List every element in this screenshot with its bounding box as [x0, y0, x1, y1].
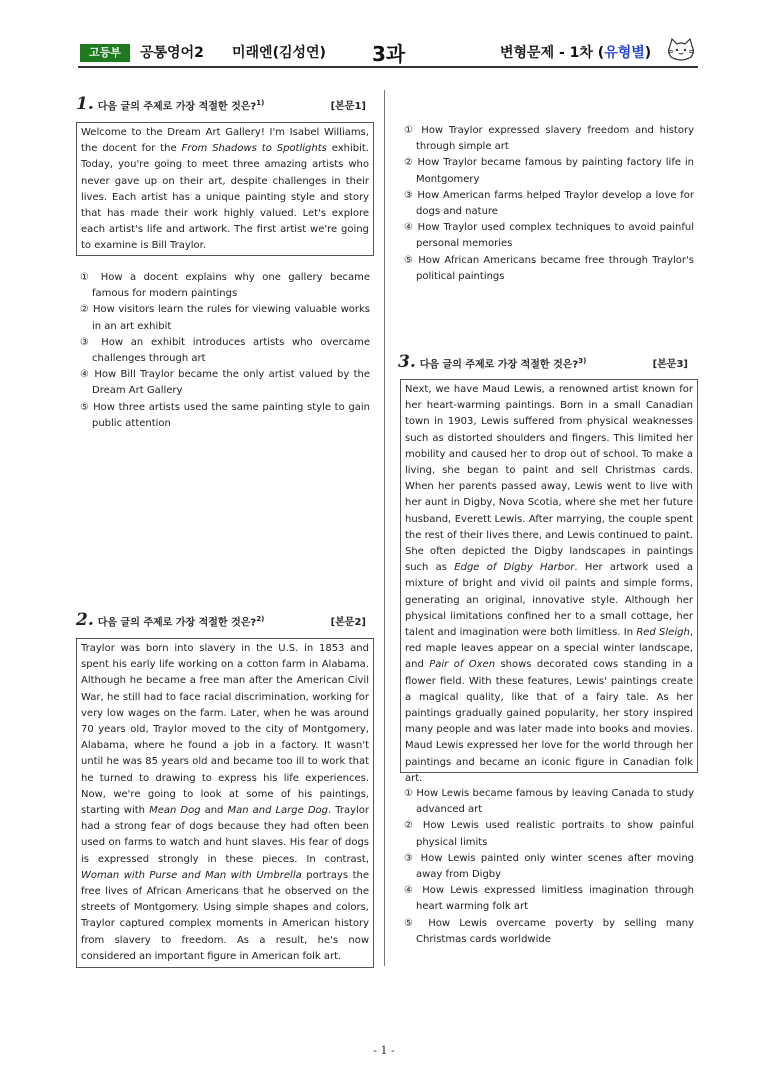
question-3-options — [404, 786, 694, 948]
passage-text: Traylor was born into slavery in the U.S. in 1853 and spent his early life working on a cotton farm in Alabama. Although he became a free man after the American Civil War, he still had to face racial discrimination, working for very low wages on the farm. Later, when he was around 70 years old, Traylor moved to the city of Montgomery, Alabama, where he found a job in a factory. It wasn't until he was 85 years old and became too ill to work that he turned to drawing to express his life experiences. Now, we're going to look at some of his paintings, starting with Mean Dog and Man and Large Dog. Traylor had a strong fear of dogs because they had often been used on farms to watch and hunt slaves. His fear of dogs is expressed strongly in these pieces. In contrast, Woman with Purse and Man with Umbrella portrays the free lives of African Americans that he observed on the streets of Montgomery. Using simple shapes and colors, Traylor captured complex moments in American history from slavery to freedom. As a result, he's now considered an important figure in American folk art. — [81, 643, 370, 962]
source-tag: [본문3] — [652, 359, 688, 370]
passage-text: Next, we have Maud Lewis, a renowned artist known for her heart-warming paintings. Born in a small Canadian town in 1903, Lewis suffered from physical weaknesses such as distorted shoulders and fingers. This limited her mobility and caused her to drop out of school. To make a living, she began to paint and sell Christmas cards. When her parents passed away, Lewis went to live with her aunt in Digby, Nova Scotia, where she met her future husband, Everett Lewis. After marrying, the couple spent the rest of their lives there, and Lewis continued to paint. She often depicted the Digby landscapes in paintings such as Edge of Digby Harbor. Her artwork used a mixture of bright and vivid oil paints and simple forms, generating an original, innovative style. Although her physical limitations confined her to a small cottage, her talent and imagination were both limitless. In Red Sleigh, red maple leaves appear on a special winter landscape, and Pair of Oxen shows decorated cows standing in a flower field. With these features, Lewis' paintings create a magical quality, like that of a fairy tale. As her paintings gradually gained popularity, her story inspired many people and was later made into books and movies. Maud Lewis expressed her love for the world through her paintings and became an iconic figure in Canadian folk art. — [405, 384, 693, 784]
question-1-passage — [76, 122, 374, 256]
exam-title-prefix: 변형문제 - 1차 ( — [500, 45, 605, 61]
answer-option[interactable]: ② How Lewis used realistic portraits to show painful physical limits — [404, 820, 694, 848]
exam-title — [500, 44, 651, 62]
answer-option[interactable]: ① How a docent explains why one gallery became famous for modern paintings — [80, 272, 370, 300]
answer-option[interactable]: ① How Lewis became famous by leaving Canada to study advanced art — [404, 788, 694, 816]
source-tag: [본문2] — [330, 617, 366, 628]
footnote-mark: 1) — [256, 99, 265, 107]
passage-text: Welcome to the Dream Art Gallery! I'm Isabel Williams, the docent for the From Shadows to Spotlights exhibit. Today, you're going to meet three amazing artists who never gave up on their art, despite challenges in their lives. Each artist has a unique painting style and story that has made their work highly valued. Let's explore each artist's life and artwork. The first artist we're going to examine is Bill Traylor. — [81, 127, 369, 252]
answer-option[interactable]: ③ How Lewis painted only winter scenes after moving away from Digby — [404, 852, 694, 881]
page-number: - 1 - — [373, 1044, 395, 1057]
answer-option[interactable]: ③ How American farms helped Traylor develop a love for dogs and nature — [404, 189, 694, 218]
question-3-passage — [400, 379, 698, 784]
exam-title-suffix: ) — [644, 45, 652, 61]
answer-option[interactable]: ④ How Traylor used complex techniques to avoid painful personal memories — [404, 222, 694, 250]
question-number: 1. — [76, 94, 94, 115]
answer-option[interactable]: ③ How an exhibit introduces artists who overcame challenges through art — [80, 336, 370, 365]
question-prompt: 다음 글의 주제로 가장 적절한 것은? — [97, 101, 257, 113]
column-divider — [384, 90, 385, 966]
question-prompt: 다음 글의 주제로 가장 적절한 것은? — [97, 617, 257, 629]
header-divider — [78, 66, 698, 68]
source-tag: [본문1] — [330, 101, 366, 112]
answer-option[interactable]: ② How Traylor became famous by painting factory life in Montgomery — [404, 157, 694, 185]
exam-type: 유형별 — [604, 45, 645, 61]
grade-badge: 고등부 — [80, 44, 130, 62]
answer-option[interactable]: ⑤ How three artists used the same painting style to gain public attention — [80, 401, 370, 429]
question-number: 3. — [398, 352, 416, 373]
answer-option[interactable]: ⑤ How Lewis overcame poverty by selling many Christmas cards worldwide — [404, 917, 694, 945]
lesson-number: 3과 — [372, 42, 406, 66]
question-2-passage — [76, 638, 374, 968]
footnote-mark: 3) — [578, 357, 587, 365]
cat-mascot-icon — [664, 36, 698, 64]
question-1-header — [76, 96, 368, 114]
question-3-header — [398, 354, 690, 372]
answer-option[interactable]: ④ How Lewis expressed limitless imagination through heart warming folk art — [404, 885, 694, 913]
publisher-name: 미래엔(김성연) — [232, 45, 326, 61]
answer-option[interactable]: ① How Traylor expressed slavery freedom and history through simple art — [404, 125, 694, 153]
question-2-header — [76, 612, 368, 630]
question-1-options — [80, 270, 370, 432]
answer-option[interactable]: ④ How Bill Traylor became the only artist valued by the Dream Art Gallery — [80, 369, 370, 397]
question-prompt: 다음 글의 주제로 가장 적절한 것은? — [419, 359, 579, 371]
answer-option[interactable]: ② How visitors learn the rules for viewing valuable works in an art exhibit — [80, 304, 370, 332]
subject-title: 공통영어2 — [140, 45, 204, 61]
question-number: 2. — [76, 610, 94, 631]
question-2-options — [404, 123, 694, 285]
footnote-mark: 2) — [256, 615, 265, 623]
answer-option[interactable]: ⑤ How African Americans became free through Traylor's political paintings — [404, 254, 694, 282]
